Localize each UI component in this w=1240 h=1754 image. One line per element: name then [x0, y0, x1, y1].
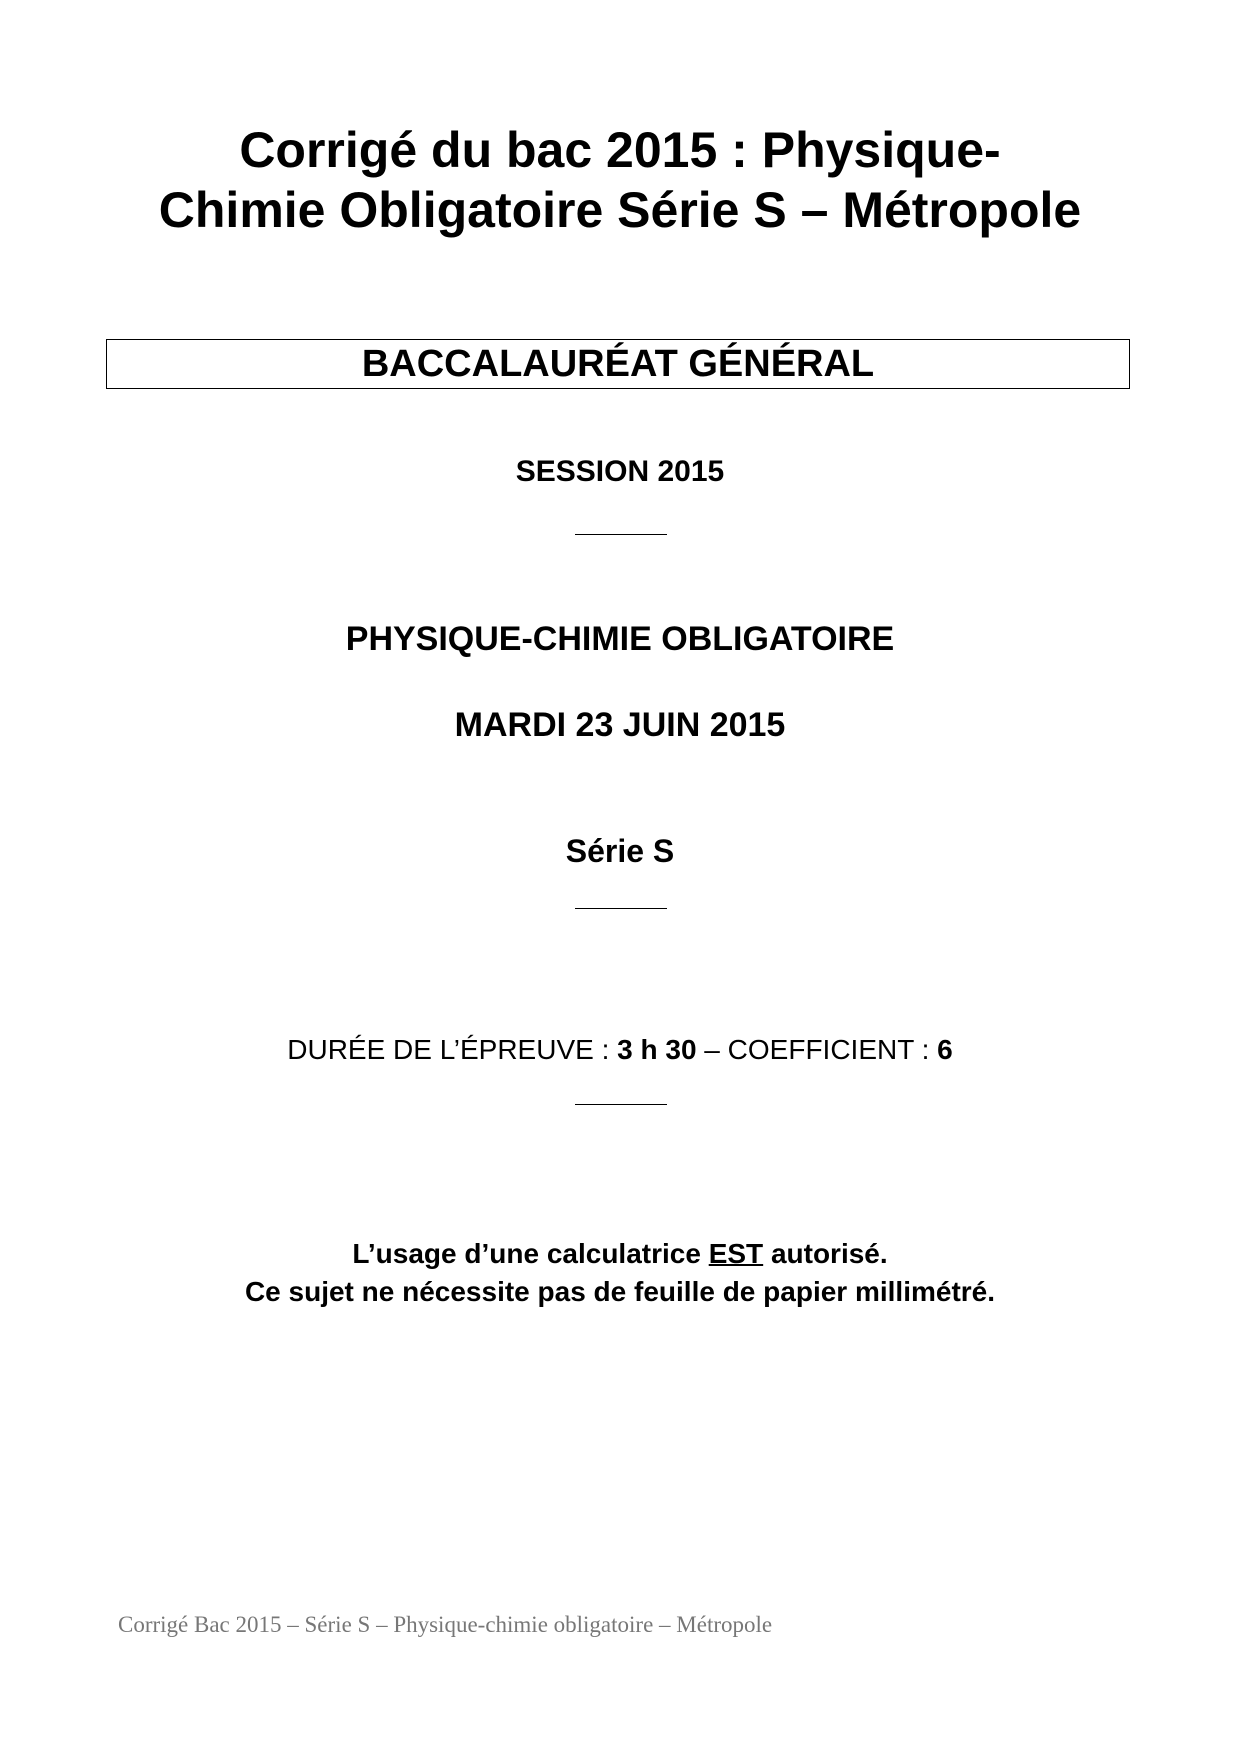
coefficient-label: – COEFFICIENT :: [696, 1034, 938, 1065]
subject-label: PHYSIQUE-CHIMIE OBLIGATOIRE: [345, 620, 895, 658]
instructions-block: [0, 1235, 1240, 1311]
page-footer: Corrigé Bac 2015 – Série S – Physique-chimie obligatoire – Métropole: [118, 1612, 773, 1637]
divider-rule: [575, 908, 667, 909]
exam-date: MARDI 23 JUIN 2015: [454, 706, 786, 744]
coefficient-value: 6: [937, 1034, 953, 1065]
duration-line: [0, 1033, 1240, 1067]
exam-header-box: [106, 339, 1130, 389]
duration-label: DURÉE DE L’ÉPREUVE :: [287, 1034, 618, 1065]
exam-header-label: BACCALAURÉAT GÉNÉRAL: [361, 343, 875, 385]
document-title: [0, 120, 1240, 240]
calculator-note-after: autorisé.: [763, 1238, 888, 1269]
calculator-note: [0, 1235, 1240, 1273]
calculator-note-before: L’usage d’une calculatrice: [352, 1238, 709, 1269]
serie-label: Série S: [565, 833, 675, 869]
session-label: SESSION 2015: [515, 455, 725, 488]
calculator-note-emphasis: EST: [708, 1238, 764, 1269]
document-title-line2: Chimie Obligatoire Série S – Métropole: [158, 182, 1082, 238]
document-title-line1: Corrigé du bac 2015 : Physique-: [239, 122, 1001, 178]
paper-note: Ce sujet ne nécessite pas de feuille de papier millimétré.: [244, 1276, 996, 1307]
divider-rule: [575, 534, 667, 535]
duration-value: 3 h 30: [617, 1034, 697, 1065]
divider-rule: [575, 1104, 667, 1105]
